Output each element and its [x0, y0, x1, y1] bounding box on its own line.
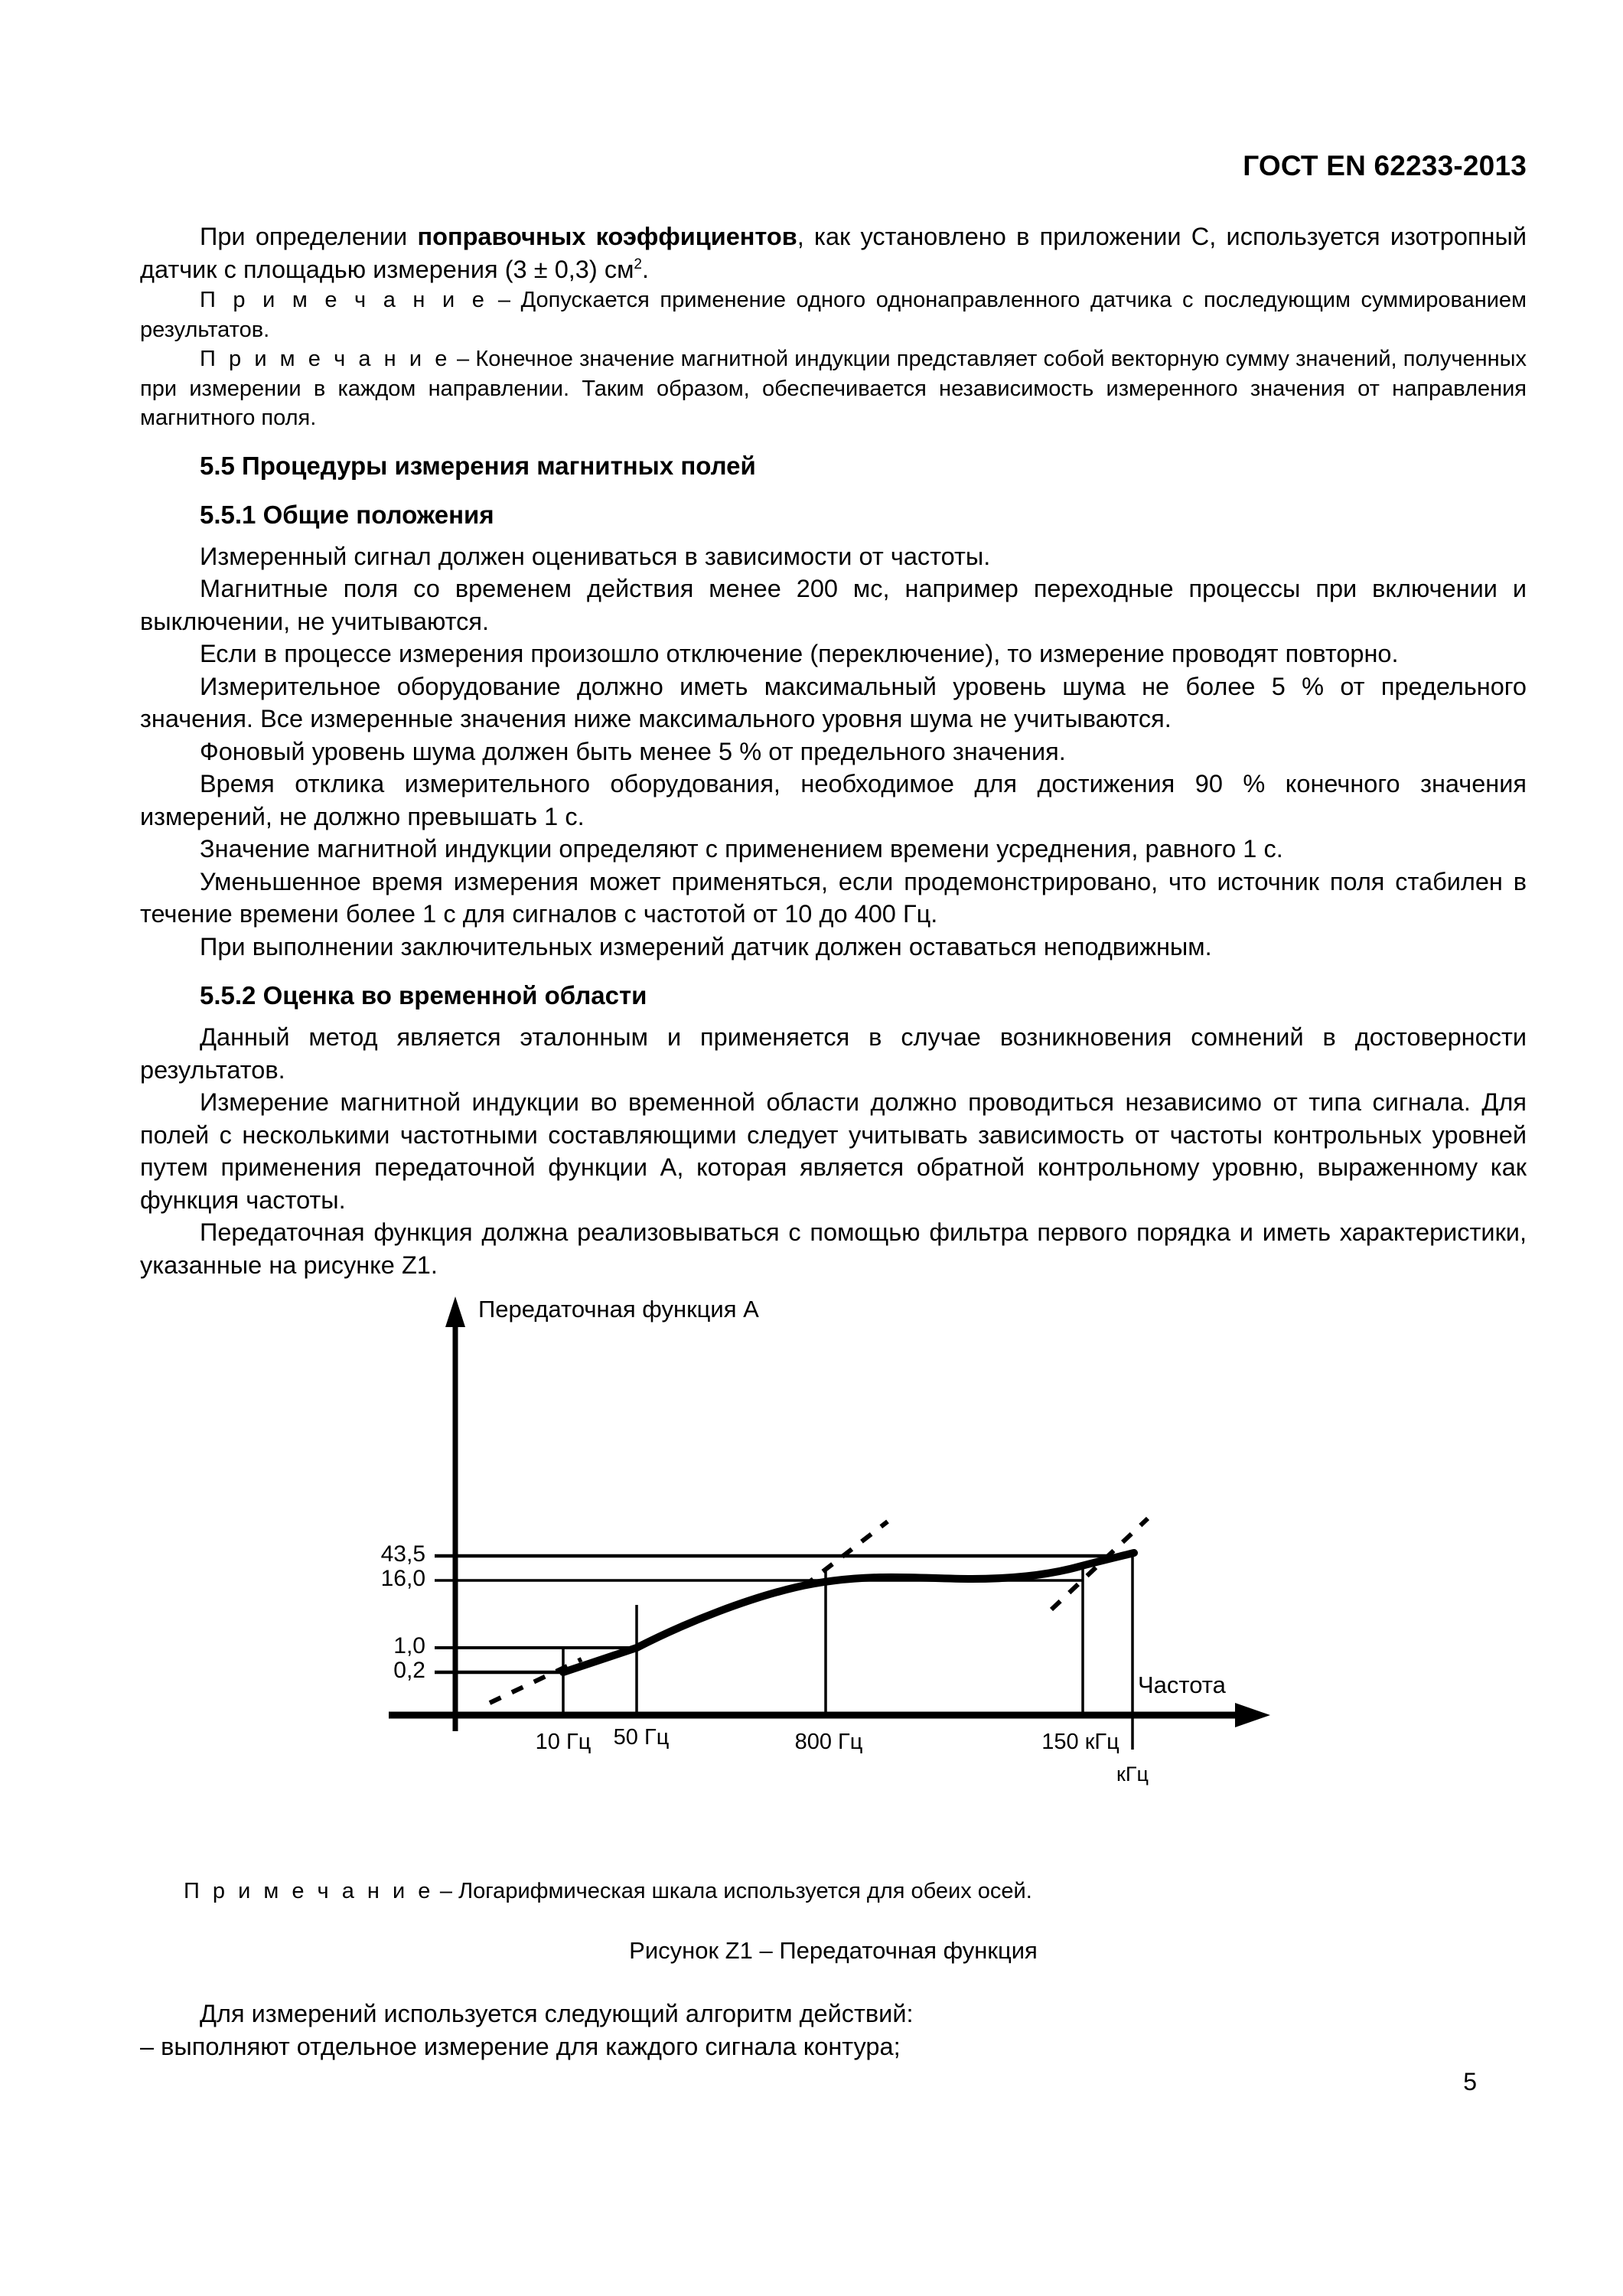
figure-note	[184, 1877, 1408, 1906]
y-tick-labels	[381, 1541, 425, 1683]
paragraph-5-5-1-1: Измеренный сигнал должен оцениваться в зависимости от частоты.	[200, 542, 991, 570]
superscript-square: 2	[634, 256, 642, 272]
y-tick-label-16-0: 16,0	[380, 1566, 425, 1591]
paragraph-5-5-1-2: Магнитные поля со временем действия менее 200 мс, например переходные процессы при включении и выключении, не учитываются.	[140, 575, 1527, 635]
heading-5-5: 5.5 Процедуры измерения магнитных полей	[200, 451, 756, 480]
x-tick-label-800hz: 800 Гц	[794, 1730, 863, 1754]
paragraph-text-part-1: При определении	[200, 223, 418, 250]
paragraph-5-5-2-2: Измерение магнитной индукции во временной области должно проводиться независимо от типа сигнала. Для полей с несколькими частотными составляющими следует учитывать зависимость от частоты контрольных уровней путем применения передаточной функции А, которая является обратной контрольному уровню, выраженному как функция частоты.	[140, 1088, 1527, 1214]
note-1	[140, 285, 1527, 344]
note-2-label: П р и м е ч а н и е	[200, 347, 451, 371]
y-axis	[445, 1296, 465, 1731]
note-1-text: – Допускается применение одного однонаправленного датчика с последующим суммированием результатов.	[140, 288, 1527, 342]
figure-z1	[0, 1292, 1623, 1889]
bold-correction-factors: поправочных коэффициентов	[417, 223, 797, 250]
paragraph-5-5-1-4: Измерительное оборудование должно иметь максимальный уровень шума не более 5 % от предельного значения. Все измеренные значения ниже максимального уровня шума не учитываются.	[140, 672, 1527, 732]
y-tick-label-0-2: 0,2	[393, 1658, 425, 1683]
transfer-function-curve	[563, 1553, 1134, 1672]
transfer-function-plot	[0, 1292, 1623, 1889]
spacer	[140, 531, 1527, 540]
heading-5-5-2: 5.5.2 Оценка во временной области	[200, 981, 647, 1009]
low-frequency-asymptote	[490, 1659, 582, 1703]
vertical-guides	[563, 1556, 1133, 1750]
paragraph-text-part-2: , как установлено в приложении C, используется изотропный датчик с площадью измерения (3 ± 0,3) см	[140, 223, 1527, 283]
document-header: ГОСТ EN 62233-2013	[1243, 150, 1527, 181]
page-number: 5	[1463, 2068, 1477, 2095]
paragraph-text-part-3: .	[642, 255, 650, 283]
note-2	[140, 344, 1527, 433]
figure-note-label: П р и м е ч а н и е	[184, 1879, 434, 1903]
paragraph-5-5-2-1: Данный метод является эталонным и применяется в случае возникновения сомнений в достоверности результатов.	[140, 1023, 1527, 1084]
figure-note-text: – Логарифмическая шкала используется для обеих осей.	[433, 1879, 1032, 1903]
x-axis	[389, 1703, 1270, 1727]
paragraph-5-5-1-7: Значение магнитной индукции определяют с применением времени усреднения, равного 1 с.	[200, 835, 1283, 863]
heading-5-5-1: 5.5.1 Общие положения	[200, 500, 494, 529]
spacer	[140, 1012, 1527, 1021]
spacer	[140, 433, 1527, 450]
tail-line-2: – выполняют отдельное измерение для каждого сигнала контура;	[140, 2032, 901, 2060]
x-tick-label-10hz: 10 Гц	[535, 1730, 592, 1754]
x-axis-unit-label: кГц	[1116, 1763, 1149, 1786]
paragraph-5-5-1-3: Если в процессе измерения произошло отключение (переключение), то измерение проводят повторно.	[200, 640, 1399, 667]
x-tick-label-150khz: 150 кГц	[1041, 1730, 1119, 1754]
spacer	[140, 482, 1527, 499]
figure-caption: Рисунок Z1 – Передаточная функция	[629, 1937, 1038, 1964]
paragraph-5-5-1-9: При выполнении заключительных измерений датчик должен оставаться неподвижным.	[200, 932, 1212, 960]
body-text-column	[140, 220, 1527, 1281]
paragraph-correction-factors	[140, 220, 1527, 285]
spacer	[140, 963, 1527, 980]
y-tick-label-43-5: 43,5	[380, 1541, 425, 1567]
x-tick-labels	[536, 1725, 1149, 1786]
note-1-label: П р и м е ч а н и е	[200, 288, 488, 312]
x-axis-title: Частота	[1138, 1671, 1226, 1698]
paragraph-5-5-2-3: Передаточная функция должна реализовываться с помощью фильтра первого порядка и иметь характеристики, указанные на рисунке Z1.	[140, 1218, 1527, 1279]
paragraph-5-5-1-8: Уменьшенное время измерения может применяться, если продемонстрировано, что источник поля стабилен в течение времени более 1 с для сигналов с частотой от 10 до 400 Гц.	[140, 867, 1527, 928]
paragraph-5-5-1-5: Фоновый уровень шума должен быть менее 5 % от предельного значения.	[200, 737, 1066, 765]
y-axis-title: Передаточная функция А	[478, 1296, 759, 1322]
paragraph-5-5-1-6: Время отклика измерительного оборудования, необходимое для достижения 90 % конечного значения измерений, не должно превышать 1 с.	[140, 770, 1527, 830]
tail-text-block	[140, 1998, 1527, 2063]
x-tick-label-50hz: 50 Гц	[613, 1725, 670, 1750]
tail-line-1: Для измерений используется следующий алгоритм действий:	[200, 2000, 914, 2027]
note-2-text: – Конечное значение магнитной индукции представляет собой векторную сумму значений, полученных при измерении в каждом направлении. Таким образом, обеспечивается независимость измеренного значения от направления магнитного поля.	[140, 347, 1527, 430]
y-tick-label-1-0: 1,0	[393, 1633, 425, 1658]
